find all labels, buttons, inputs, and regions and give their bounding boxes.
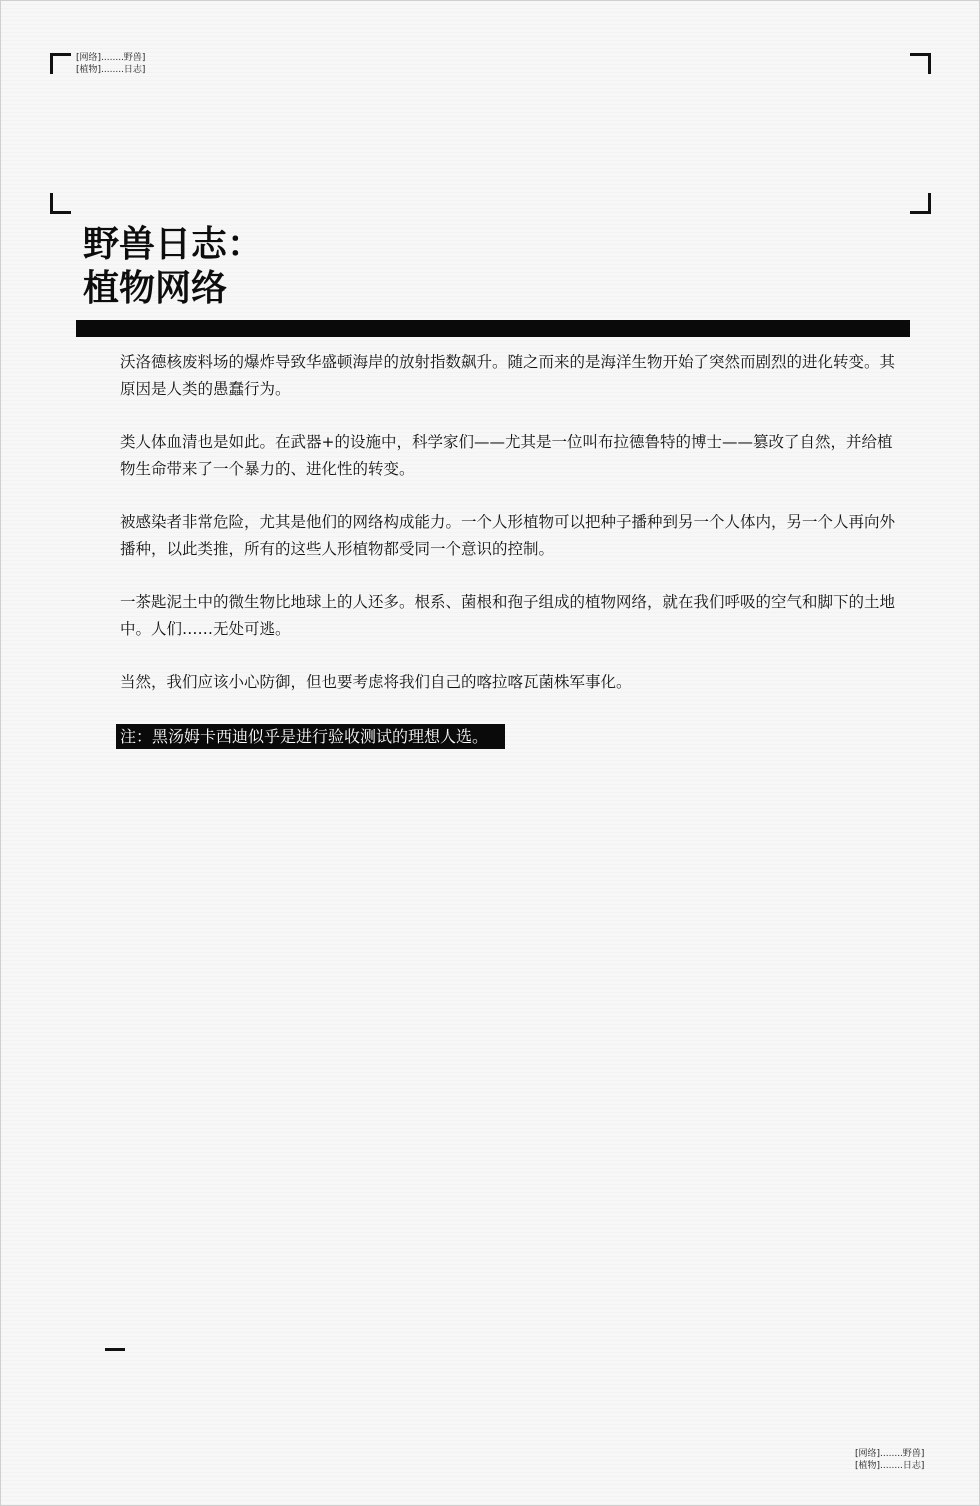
footer-tag: [855, 1448, 924, 1472]
header-tag: [76, 52, 145, 76]
page-marker-dash: [105, 1348, 125, 1351]
page-title-line-2: 植物网络: [83, 268, 228, 309]
frame-corner-bottom-right: [910, 193, 931, 214]
title-rule-bar: [76, 320, 910, 337]
paragraph-2: 类人体血清也是如此。在武器+的设施中，科学家们——尤其是一位叫布拉德鲁特的博士——篡改了自然，并给植物生命带来了一个暴力的、进化性的转变。: [120, 433, 893, 478]
frame-corner-bottom-left: [50, 193, 71, 214]
paragraph-3: 被感染者非常危险，尤其是他们的网络构成能力。一个人形植物可以把种子播种到另一个人体内，另一个人再向外播种，以此类推，所有的这些人形植物都受同一个意识的控制。: [120, 513, 896, 558]
paragraph-4: 一茶匙泥土中的微生物比地球上的人还多。根系、菌根和孢子组成的植物网络，就在我们呼吸的空气和脚下的土地中。人们……无处可逃。: [120, 593, 896, 638]
highlighted-note: 注：黑汤姆卡西迪似乎是进行验收测试的理想人选。: [116, 724, 505, 749]
frame-corner-top-right: [910, 53, 931, 74]
footer-tag-line-1: [网络]........野兽]: [855, 1449, 925, 1459]
header-tag-line-1: [网络]........野兽]: [76, 53, 146, 63]
page-title-line-1: 野兽日志：: [83, 224, 264, 265]
page-title: [83, 223, 263, 311]
paragraph-1: 沃洛德核废料场的爆炸导致华盛顿海岸的放射指数飙升。随之而来的是海洋生物开始了突然而剧烈的进化转变。其原因是人类的愚蠢行为。: [120, 353, 896, 398]
footer-tag-line-2: [植物]........日志]: [855, 1461, 925, 1471]
paragraph-5: 当然，我们应该小心防御，但也要考虑将我们自己的喀拉喀瓦菌株军事化。: [120, 673, 632, 691]
header-tag-line-2: [植物]........日志]: [76, 65, 146, 75]
frame-corner-top-left: [50, 53, 71, 74]
body-text: [120, 349, 900, 722]
